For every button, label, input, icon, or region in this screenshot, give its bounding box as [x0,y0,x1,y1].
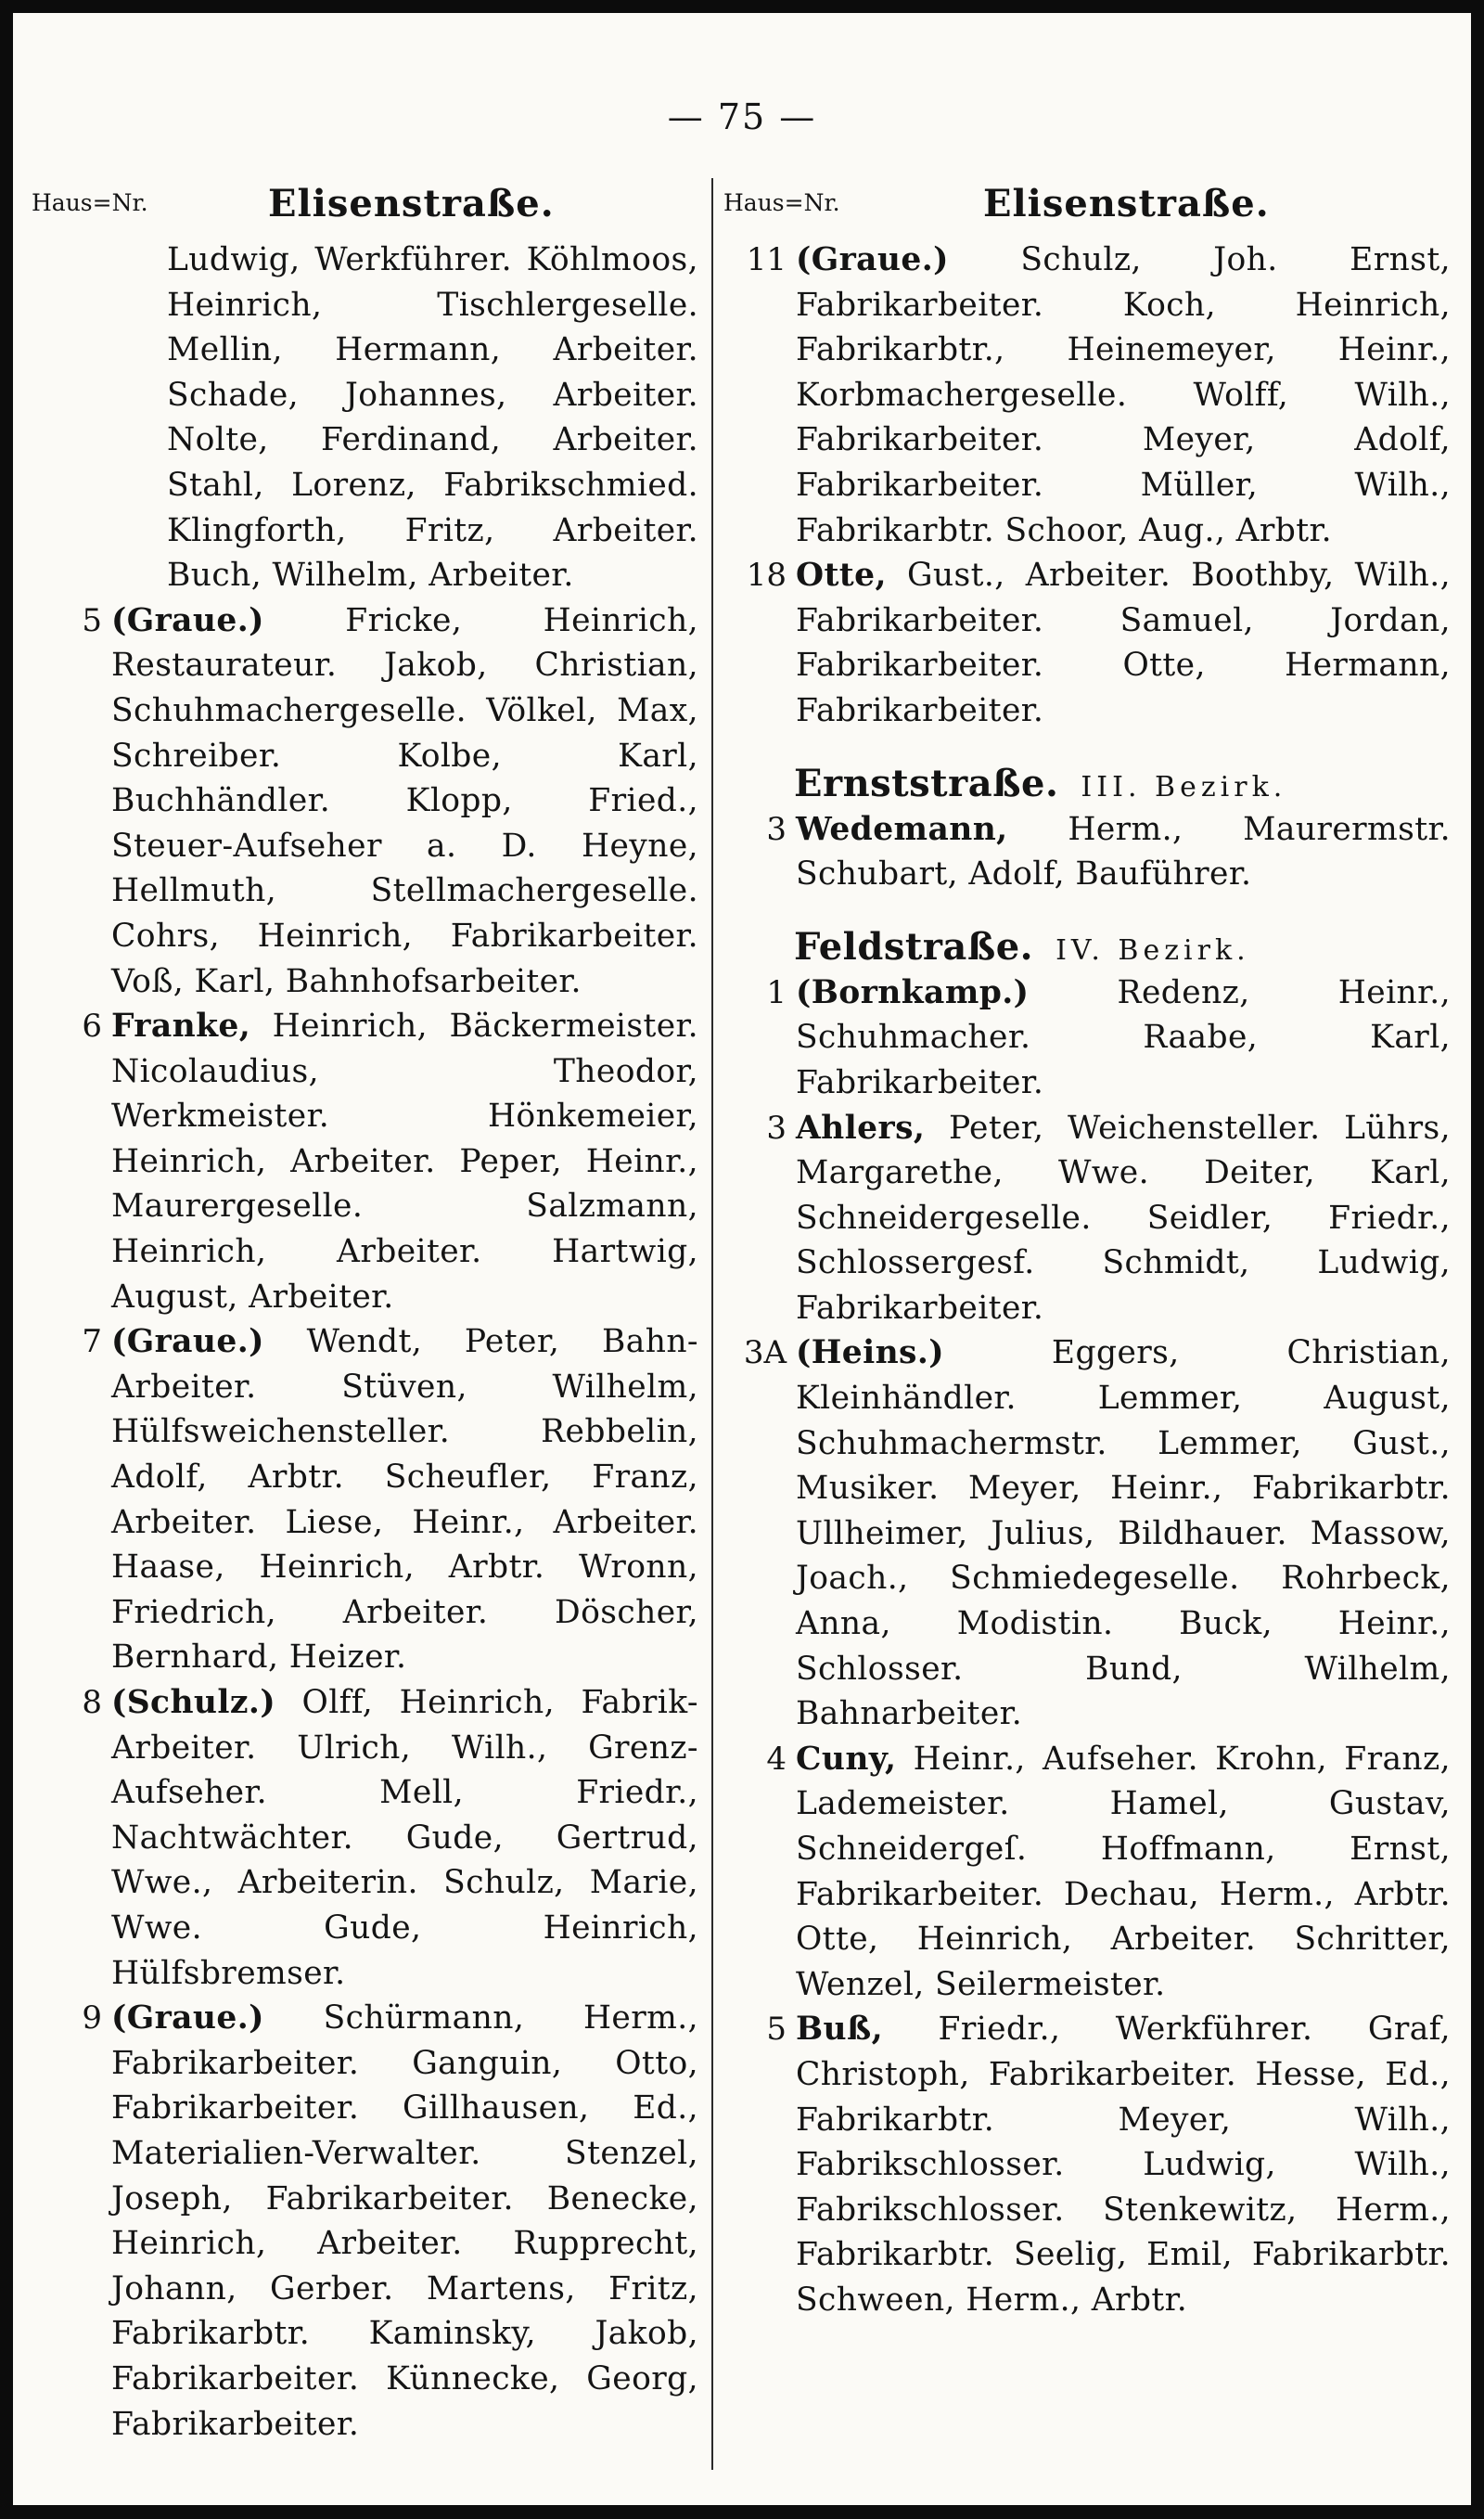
right-column [723,178,1456,2323]
resident-list [796,807,1456,897]
house-number-label: Haus=Nr. [32,189,148,216]
house-number: 7 [82,1323,102,1361]
left-column [32,178,702,2447]
district-label: III. Bezirk. [1081,770,1287,803]
house-entry [723,2007,1456,2322]
house-number: 9 [82,1999,102,2037]
resident-list [111,1004,702,1319]
owner-name: Wedemann, [796,810,1008,848]
left-column-header [32,178,702,236]
house-entry [32,1319,702,1680]
resident-list [796,970,1456,1106]
resident-list [796,2007,1456,2322]
residents-text: Friedr., Werkführer. Graf, Christoph, Fabrikarbeiter. Hesse, Ed., Fabrikarbtr. Meyer, Wilh., Fabrikschlosser. Ludwig, Wilh., Fabrikschlosser. Stenkewitz, Herm., Fabrikarbtr. Seelig, Emil, Fabrikarbtr. Schween, Herm., Arbtr. [796,2011,1451,2319]
residents-text: Schürmann, Herm., Fabrikarbeiter. Ganguin, Otto, Fabrikarbeiter. Gillhausen, Ed., Materialien-Verwalter. Stenzel, Joseph, Fabrikarbeiter. Benecke, Heinrich, Arbeiter. Rupprecht, Johann, Gerber. Martens, Fritz, Fabrikarbtr. Kaminsky, Jakob, Fabrikarbeiter. Künnecke, Georg, Fabrikarbeiter. [111,1999,698,2443]
house-number: 3A [743,1334,787,1372]
resident-list [796,1330,1456,1736]
house-entry [723,553,1456,733]
house-number: 3 [766,1109,787,1147]
house-number: 11 [746,241,787,278]
house-number: 3 [766,810,787,848]
residents-text: Wendt, Peter, Bahn-Arbeiter. Stüven, Wilhelm, Hülfsweichensteller. Rebbelin, Adolf, Arbtr. Scheufler, Franz, Arbeiter. Liese, Heinr., Arbeiter. Haase, Heinrich, Arbtr. Wronn, Friedrich, Arbeiter. Döscher, Bernhard, Heizer. [111,1323,698,1677]
house-number: 18 [746,557,787,595]
house-entry [32,1004,702,1319]
resident-list [796,1737,1456,2008]
street-title: Elisenstraße. [268,182,555,225]
house-number: 8 [82,1684,102,1721]
resident-list [111,238,702,598]
house-entry [32,598,702,1004]
owner-name: Franke, [111,1008,251,1046]
resident-list [111,1680,702,1996]
right-column-header [723,178,1456,236]
street-section-header [723,925,1456,969]
street-title: Elisenstraße. [983,182,1270,225]
owner-name: (Graue.) [111,1999,264,2037]
page-number: — 75 — [667,96,817,137]
resident-list [111,1319,702,1680]
owner-name: Buß, [796,2011,884,2049]
house-entry [32,1680,702,1996]
residents-text: Heinrich, Bäckermeister. Nicolaudius, Theodor, Werkmeister. Hönkemeier, Heinrich, Arbeiter. Peper, Heinr., Maurergeselle. Salzmann, Heinrich, Arbeiter. Hartwig, August, Arbeiter. [111,1008,698,1316]
house-entry [723,1330,1456,1736]
residents-text: Heinr., Aufseher. Krohn, Franz, Lademeister. Hamel, Gustav, Schneidergeſ. Hoffmann, Ernst, Fabrikarbeiter. Dechau, Herm., Arbtr. Otte, Heinrich, Arbeiter. Schritter, Wenzel, Seilermeister. [796,1740,1451,2003]
house-number: 4 [766,1740,787,1778]
house-entry [723,1106,1456,1331]
house-number-label: Haus=Nr. [723,189,840,216]
owner-name: (Graue.) [111,1323,264,1361]
owner-name: Cuny, [796,1740,897,1778]
owner-name: (Graue.) [796,241,949,278]
owner-name: (Graue.) [111,601,264,639]
district-label: IV. Bezirk. [1055,933,1250,967]
house-entry [723,238,1456,553]
owner-name: Otte, [796,557,887,595]
owner-name: (Bornkamp.) [796,973,1030,1011]
residents-text: Ludwig, Werkführer. Köhlmoos, Heinrich, Tischlergeselle. Mellin, Hermann, Arbeiter. Schade, Johannes, Arbeiter. Nolte, Ferdinand, Arbeiter. Stahl, Lorenz, Fabrikschmied. Klingforth, Fritz, Arbeiter. Buch, Wilhelm, Arbeiter. [167,241,698,595]
directory-page [13,13,1471,2505]
residents-text: Schulz, Joh. Ernst, Fabrikarbeiter. Koch, Heinrich, Fabrikarbtr., Heinemeyer, Heinr., Korbmachergeselle. Wolff, Wilh., Fabrikarbeiter. Meyer, Adolf, Fabrikarbeiter. Müller, Wilh., Fabrikarbtr. Schoor, Aug., Arbtr. [796,241,1451,549]
house-number: 5 [82,601,102,639]
house-number: 1 [766,973,787,1011]
house-entry [723,1737,1456,2008]
owner-name: (Heins.) [796,1334,945,1372]
residents-text: Olff, Heinrich, Fabrik-Arbeiter. Ulrich, Wilh., Grenz-Aufseher. Mell, Friedr., Nachtwächter. Gude, Gertrud, Wwe., Arbeiterin. Schulz, Marie, Wwe. Gude, Heinrich, Hülfsbremser. [111,1684,698,1992]
residents-text: Peter, Weichensteller. Lührs, Margarethe, Wwe. Deiter, Karl, Schneidergeselle. Seidler, Friedr., Schlossergesf. Schmidt, Ludwig, Fabrikarbeiter. [796,1109,1451,1327]
street-section-header [723,762,1456,805]
house-entry [723,970,1456,1106]
house-number: 6 [82,1008,102,1046]
residents-text: Gust., Arbeiter. Boothby, Wilh., Fabrikarbeiter. Samuel, Jordan, Fabrikarbeiter. Otte, Hermann, Fabrikarbeiter. [796,557,1451,729]
resident-list [796,1106,1456,1331]
resident-list [796,238,1456,553]
house-number: 5 [766,2011,787,2049]
resident-list [111,598,702,1004]
column-divider [711,178,713,2470]
street-title: Feldstraße. [794,924,1034,969]
residents-text: Fricke, Heinrich, Restaurateur. Jakob, Christian, Schuhmachergeselle. Völkel, Max, Schreiber. Kolbe, Karl, Buchhändler. Klopp, Fried., Steuer-Aufseher a. D. Heyne, Hellmuth, Stellmachergeselle. Cohrs, Heinrich, Fabrikarbeiter. Voß, Karl, Bahnhofsarbeiter. [111,601,698,1000]
owner-name: Ahlers, [796,1109,926,1147]
residents-text: Redenz, Heinr., Schuhmacher. Raabe, Karl, Fabrikarbeiter. [796,973,1451,1101]
residents-text: Eggers, Christian, Kleinhändler. Lemmer, August, Schuhmachermstr. Lemmer, Gust., Musiker. Meyer, Heinr., Fabrikarbtr. Ullheimer, Julius, Bildhauer. Massow, Joach., Schmiedegeselle. Rohrbeck, Anna, Modistin. Buck, Heinr., Schlosser. Bund, Wilhelm, Bahnarbeiter. [796,1334,1451,1733]
resident-list [796,553,1456,733]
owner-name: (Schulz.) [111,1684,276,1721]
house-entry [32,238,702,598]
house-entry [723,807,1456,897]
resident-list [111,1996,702,2447]
street-title: Ernststraße. [794,761,1059,805]
house-entry [32,1996,702,2447]
residents-text: Herm., Maurermstr. Schubart, Adolf, Bauführer. [796,810,1451,893]
